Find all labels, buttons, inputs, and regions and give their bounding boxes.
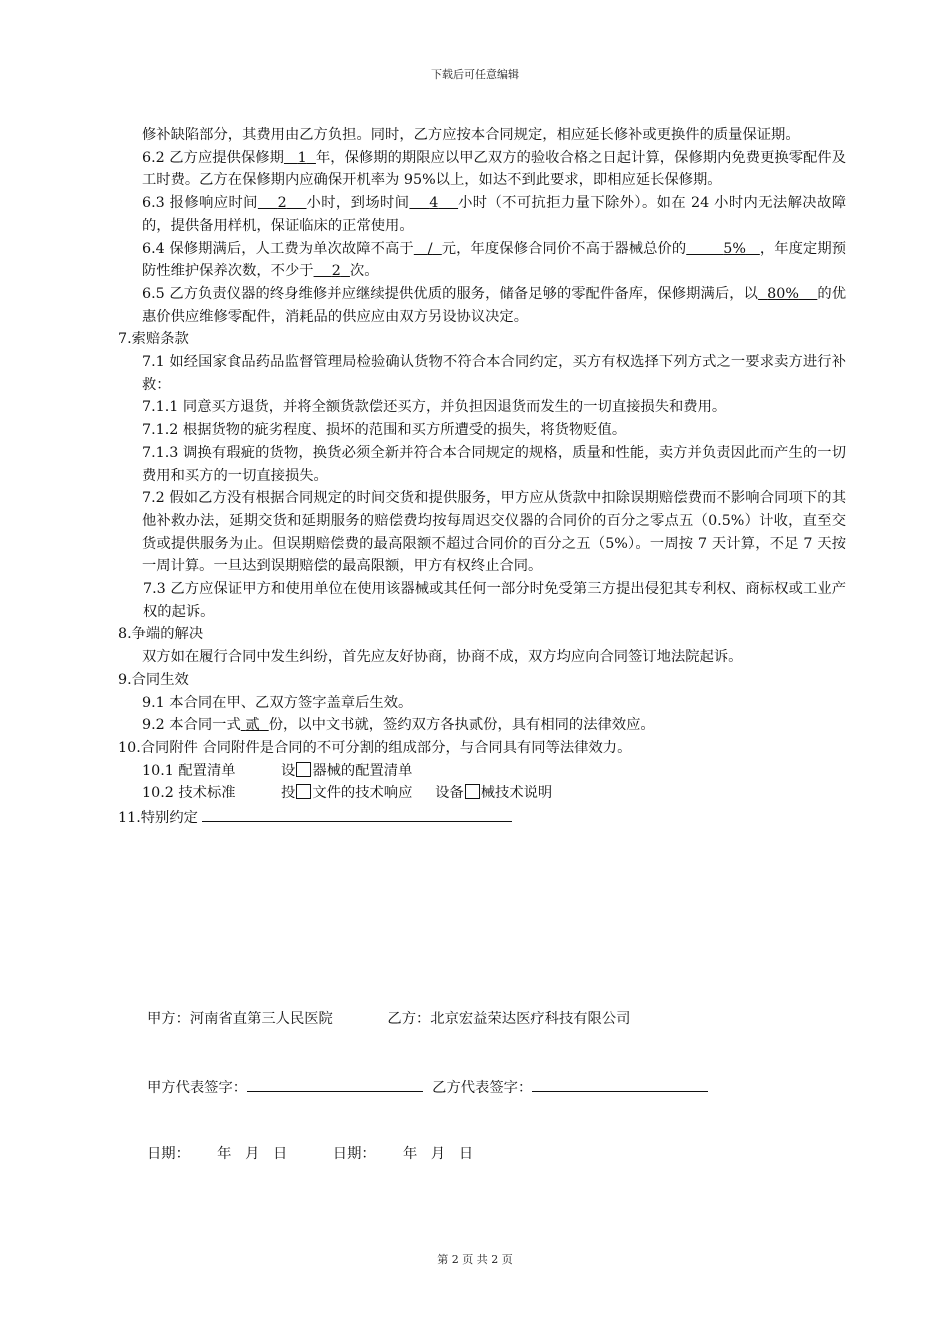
date-a-day: 日 — [273, 1146, 288, 1162]
checkbox-tech-manual[interactable] — [465, 784, 480, 799]
date-a-month: 月 — [245, 1146, 260, 1162]
paragraph-7-3: 7.3 乙方应保证甲方和使用单位在使用该器械或其任何一部分时免受第三方提出侵犯其专利权、商标权或工业产权的起诉。 — [143, 581, 846, 620]
date-b-day: 日 — [458, 1146, 474, 1162]
dates-row — [147, 1143, 473, 1163]
response-hours-field: 2 — [277, 195, 287, 212]
parties-row — [147, 1008, 630, 1028]
date-b-label: 日期： — [332, 1146, 376, 1162]
checkbox-config-list[interactable] — [296, 762, 311, 777]
paragraph-7-1-2: 7.1.2 根据货物的疵劣程度、损坏的范围和买方所遭受的损失，将货物贬值。 — [142, 422, 627, 439]
paragraph-6-5: 6.5 乙方负责仪器的终身维修并应继续提供优质的服务，储备足够的零配件备库，保修期满后，以 80% 的优惠价供应维修零配件，消耗品的供应应由双方另设协议决定。 — [142, 285, 847, 325]
paragraph-7-1: 7.1 如经国家食品药品监督管理局检验确认货物不符合本合同约定，买方有权选择下列方式之一要求卖方进行补救： — [142, 354, 846, 393]
paragraph-7-1-1: 7.1.1 同意买方退货，并将全额货款偿还买方，并负担因退货而发生的一切直接损失和费用。 — [142, 399, 727, 416]
rep-b-signature-line[interactable] — [532, 1075, 708, 1092]
discount-field: 80% — [767, 285, 799, 302]
checkbox-tender-response[interactable] — [296, 784, 311, 799]
paragraph-6-1-cont: 修补缺陷部分，其费用由乙方负担。同时，乙方应按本合同规定，相应延长修补或更换件的质量保证期。 — [142, 127, 800, 143]
rep-a-signature-line[interactable] — [247, 1075, 423, 1092]
date-b-month: 月 — [430, 1146, 446, 1162]
section-9-heading: 9.合同生效 — [118, 671, 189, 688]
date-a-year: 年 — [217, 1146, 232, 1162]
date-a-label: 日期： — [147, 1146, 190, 1162]
party-b-name: 乙方：北京宏益荣达医疗科技有限公司 — [387, 1011, 631, 1027]
party-a-name: 甲方：河南省直第三人民医院 — [147, 1011, 333, 1027]
maintenance-count-field: 2 — [331, 263, 341, 280]
attachment-10-1: 10.1 配置清单 设 器械的配置清单 — [142, 762, 413, 779]
rep-b-label: 乙方代表签字： — [432, 1080, 533, 1096]
section-8-heading: 8.争端的解决 — [118, 626, 204, 643]
attachment-10-2: 10.2 技术标准 投 文件的技术响应 设备 械技术说明 — [142, 785, 553, 802]
representatives-row — [147, 1075, 708, 1097]
contract-percent-field: 5% — [723, 240, 746, 257]
copies-field: 贰 — [245, 717, 260, 734]
page-footer: 第 2 页 共 2 页 — [437, 1253, 513, 1266]
arrival-hours-field: 4 — [429, 195, 439, 212]
page-header: 下载后可任意编辑 — [431, 68, 519, 81]
labor-fee-field: / — [427, 240, 433, 257]
paragraph-6-2: 6.2 乙方应提供保修期 1 年，保修期的期限应以甲乙双方的验收合格之日起计算，保修期内免费更换零配件及工时费。乙方在保修期内应确保开机率为 95%以上，如达不到此要求，即相应延长保修期。 — [142, 149, 847, 189]
contract-body — [118, 124, 846, 830]
section-11-heading: 11.特别约定 — [118, 805, 846, 830]
paragraph-9-2: 9.2 本合同一式 贰 份，以中文书就，签约双方各执贰份，具有相同的法律效应。 — [142, 717, 655, 734]
warranty-years-field: 1 — [297, 149, 307, 166]
paragraph-6-3: 6.3 报修响应时间 2 小时，到场时间 4 小时（不可抗拒力量下除外）。如在 24 小时内无法解决故障的，提供备用样机，保证临床的正常使用。 — [142, 195, 846, 234]
paragraph-6-4: 6.4 保修期满后，人工费为单次故障不高于 / 元，年度保修合同价不高于器械总价的 5% ，年度定期预防性维护保养次数，不少于 2 次。 — [142, 240, 847, 280]
paragraph-8: 双方如在履行合同中发生纠纷，首先应友好协商，协商不成，双方均应向合同签订地法院起诉。 — [142, 649, 743, 666]
section-10-heading: 10.合同附件 合同附件是合同的不可分割的组成部分，与合同具有同等法律效力。 — [118, 739, 632, 756]
date-b-year: 年 — [402, 1146, 418, 1162]
paragraph-9-1: 9.1 本合同在甲、乙双方签字盖章后生效。 — [142, 694, 413, 711]
paragraph-7-2: 7.2 假如乙方没有根据合同规定的时间交货和提供服务，甲方应从货款中扣除误期赔偿费而不影响合同项下的其他补救办法，延期交货和延期服务的赔偿费均按每周迟交仪器的合同价的百分之零点五（0.5%）计收，直至交货或提供服务为止。但误期赔偿费的最高限额不超过合同价的百分之五（5%）。一周按 7 天计算，不足 7 天按一周计算。一旦达到误期赔偿的最高限额，甲方有权终止合同。 — [142, 490, 846, 575]
paragraph-7-1-3: 7.1.3 调换有瑕疵的货物，换货必须全新并符合本合同规定的规格，质量和性能，卖方并负责因此而产生的一切费用和买方的一切直接损失。 — [142, 444, 846, 484]
section-7-heading: 7.索赔条款 — [118, 331, 189, 348]
special-terms-line[interactable] — [202, 805, 512, 822]
rep-a-label: 甲方代表签字： — [147, 1080, 248, 1096]
